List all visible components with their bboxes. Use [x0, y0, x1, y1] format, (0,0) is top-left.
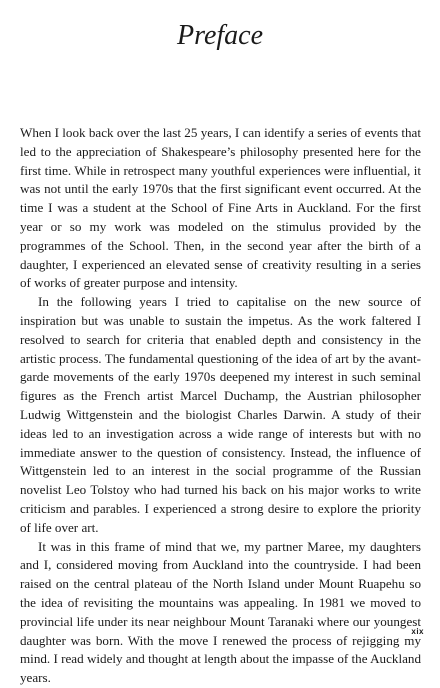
body-text — [20, 124, 421, 688]
paragraph-2: In the following years I tried to capitalise on the new source of inspiration but was unable to sustain the impetus. As the work faltered I resolved to search for criteria that enabled depth and consistency in the artistic process. The fundamental questioning of the idea of art by the avant-garde movements of the early 1970s deepened my interest in such seminal figures as the French artist Marcel Duchamp, the Austrian philosopher Ludwig Wittgenstein and the biologist Charles Darwin. A study of their ideas led to an investigation across a wide range of interests but with no immediate answer to the question of consistency. Instead, the influence of Wittgenstein led to an interest in the social programme of the Russian novelist Leo Tolstoy who had turned his back on his major works to write criticism and parables. I experienced a strong desire to explore the priority of life over art. — [20, 294, 421, 535]
paragraph-1: When I look back over the last 25 years, I can identify a series of events that led to the appreciation of Shakespeare’s philosophy presented here for the first time. While in retrospect many youthful experiences were influential, it was not until the early 1970s that the first significant event occurred. At the time I was a student at the School of Fine Arts in Auckland. For the first year or so my work was modeled on the stimulus provided by the programmes of the School. Then, in the second year after the birth of a daughter, I experienced an elevated sense of creativity resulting in a series of works of greater purpose and intensity. — [20, 125, 421, 291]
page-title: Preface — [176, 20, 264, 51]
page-number: xix — [411, 627, 424, 636]
paragraph-3: It was in this frame of mind that we, my partner Maree, my daughters and I, considered moving from Auckland into the countryside. I had been raised on the central plateau of the North Island under Mount Ruapehu so the idea of revisiting the mountains was appealing. In 1981 we moved to provincial life under its near neighbour Mount Taranaki where our youngest daughter was born. With the move I renewed the process of rejigging my mind. I read widely and thought at length about the impasse of the Auckland years. — [20, 538, 421, 686]
